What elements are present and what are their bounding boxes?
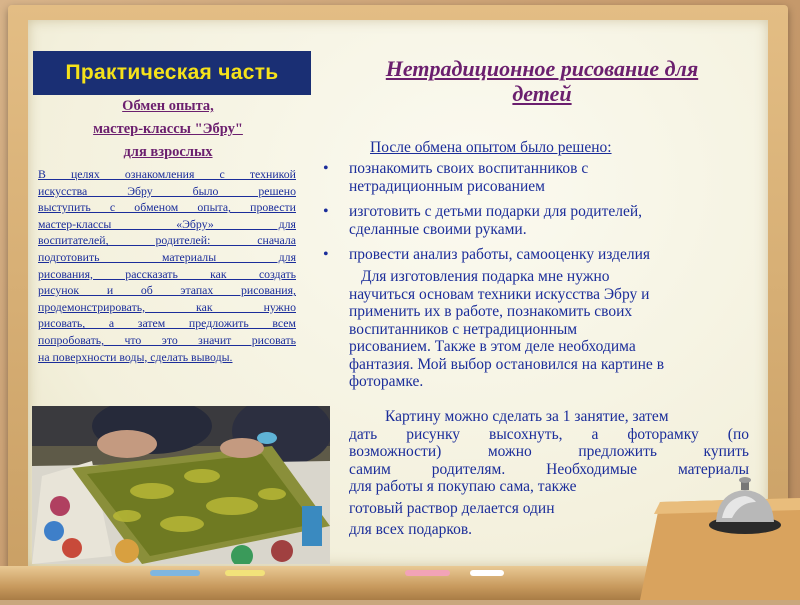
- p1-line: рисованием. Также в этом деле необходима: [349, 338, 636, 355]
- p2-line: дать рисунку высохнуть, а фоторамку (по: [349, 425, 749, 443]
- p2-line: готовый раствор делается один: [349, 499, 555, 517]
- bell-icon: [640, 470, 800, 600]
- left-line: на поверхности воды, сделать выводы.: [38, 349, 233, 364]
- bullet-item-3: [349, 246, 650, 264]
- left-line: воспитателей, родителей: сначала: [38, 233, 296, 248]
- left-line: искусства Эбру было решено: [38, 183, 296, 198]
- practical-part-title: Практическая часть: [33, 51, 311, 95]
- subtitle-line-3: для взрослых: [123, 144, 213, 160]
- bullet-3-line-1: провести анализ работы, самооценку изделия: [349, 246, 651, 263]
- left-line: рисовать, а затем предложить всем: [38, 316, 296, 331]
- subtitle-line-2: мастер-классы "Эбру": [93, 121, 243, 137]
- bullet-item-2: [349, 203, 642, 238]
- left-line: попробовать, что это значит рисовать: [38, 332, 296, 347]
- p2-line: для всех подарков.: [349, 521, 473, 538]
- p1-line: Для изготовления подарка мне нужно: [361, 268, 610, 285]
- p2-line: возможности) можно предложить купить: [349, 443, 749, 460]
- ebru-photo-illustration: [32, 406, 330, 564]
- chalk-pink: [405, 570, 450, 576]
- right-heading-line-2: детей: [512, 81, 572, 106]
- bullet-icon: •: [323, 246, 329, 263]
- chalk-white: [470, 570, 504, 576]
- p2-line: для работы я покупаю сама, также: [349, 478, 577, 495]
- bullet-1-line-1: познакомить своих воспитанников с: [349, 160, 589, 177]
- p1-line: фоторамке.: [349, 373, 424, 390]
- left-line: мастер-классы «Эбру» для: [38, 216, 296, 231]
- p1-line: применить их в работе, познакомить своих: [349, 303, 633, 320]
- left-line: продемонстрировать, как нужно: [38, 299, 296, 314]
- subtitle-line-1: Обмен опыта,: [122, 98, 214, 114]
- chalk-blue: [150, 570, 200, 576]
- bullet-2-line-1: изготовить с детьми подарки для родителей,: [349, 203, 643, 220]
- bullet-item-1: [349, 160, 588, 195]
- p2-line: самим родителям. Необходимые материалы: [349, 460, 749, 478]
- left-line: В целях ознакомления с техникой: [38, 167, 296, 181]
- left-paragraph: [38, 166, 296, 365]
- intro-text: После обмена опытом было решено:: [370, 139, 612, 156]
- bullet-1-line-2: нетрадиционным рисованием: [349, 177, 545, 195]
- p1-line: фантазия. Мой выбор остановился на картине в: [349, 355, 665, 373]
- paragraph-1: [349, 268, 755, 391]
- chalk-yellow: [225, 570, 265, 576]
- left-line: рисунок и об этапах рисования,: [38, 283, 296, 298]
- desk-bell-decoration: [640, 470, 800, 600]
- right-heading-line-1: Нетрадиционное рисование для: [385, 56, 699, 81]
- bullet-icon: •: [323, 203, 329, 220]
- bullet-icon: •: [323, 160, 329, 177]
- p1-line: научиться основам техники искусства Эбру и: [349, 285, 650, 303]
- bullet-2-line-2: сделанные своими руками.: [349, 220, 527, 238]
- ebru-workshop-photo: [32, 406, 330, 564]
- p2-line: Картину можно сделать за 1 занятие, затем: [385, 408, 669, 425]
- right-heading: [332, 56, 752, 106]
- left-line: выступить с обменом опыта, провести: [38, 200, 296, 215]
- left-line: рисования, рассказать как создать: [38, 266, 296, 281]
- p1-line: воспитанников с нетрадиционным: [349, 320, 578, 338]
- left-line: подготовить материалы для: [38, 249, 296, 264]
